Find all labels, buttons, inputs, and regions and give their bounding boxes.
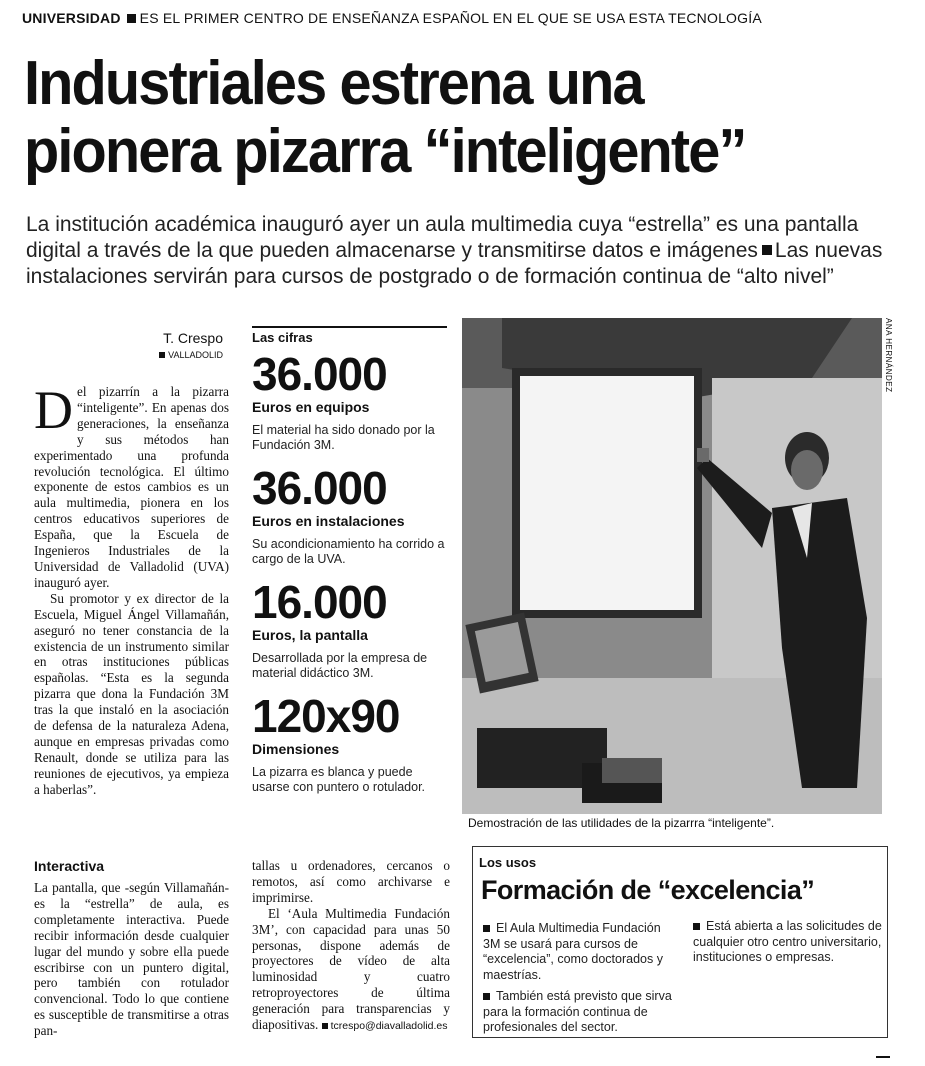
standfirst-part-1: La institución académica inauguró ayer un aula multimedia cuya “estrella” es una pantalla digital a través de la que pueden almacenarse y transmitirse datos e imágenes bbox=[26, 213, 859, 262]
figure-label: Euros, la pantalla bbox=[252, 627, 368, 643]
usos-box bbox=[472, 846, 888, 1038]
figure-item bbox=[252, 576, 447, 681]
standfirst-part-2: Las nuevas instalaciones servirán para cursos de postgrado o de formación continua de “alto nivel” bbox=[26, 239, 883, 288]
figure-label: Dimensiones bbox=[252, 741, 340, 757]
figure-description: Desarrollada por la empresa de material didáctico 3M. bbox=[252, 651, 428, 680]
square-bullet-icon bbox=[127, 14, 136, 23]
figure-label: Euros en instalaciones bbox=[252, 513, 405, 529]
square-bullet-icon bbox=[159, 352, 165, 358]
kicker bbox=[22, 10, 902, 26]
page-mark bbox=[876, 1056, 890, 1058]
square-bullet-icon bbox=[762, 245, 772, 255]
square-bullet-icon bbox=[483, 993, 490, 1000]
article-column-1 bbox=[34, 380, 229, 798]
author: T. Crespo bbox=[163, 330, 223, 346]
kicker-text: ES EL PRIMER CENTRO DE ENSEÑANZA ESPAÑOL EN EL QUE SE USA ESTA TECNOLOGÍA bbox=[139, 10, 762, 26]
standfirst bbox=[26, 212, 906, 290]
usos-bullet-3: Está abierta a las solicitudes de cualquier otro centro universitario, instituciones o empresas. bbox=[693, 919, 882, 964]
drop-cap: D bbox=[34, 380, 73, 440]
figure-number: 16.000 bbox=[252, 576, 387, 628]
figure-description: El material ha sido donado por la Fundación 3M. bbox=[252, 423, 435, 452]
figure-number: 36.000 bbox=[252, 348, 387, 400]
subheading: Interactiva bbox=[34, 858, 105, 874]
dateline bbox=[128, 350, 223, 360]
usos-column-2 bbox=[693, 919, 883, 972]
square-bullet-icon bbox=[322, 1023, 328, 1029]
figure-description: La pizarra es blanca y puede usarse con puntero o rotulador. bbox=[252, 765, 426, 794]
figure-number: 36.000 bbox=[252, 462, 387, 514]
headline-line-2: pionera pizarra “inteligente” bbox=[24, 117, 746, 186]
figure-item bbox=[252, 690, 447, 795]
figure-number: 120x90 bbox=[252, 690, 400, 742]
figure-label: Euros en equipos bbox=[252, 399, 370, 415]
usos-heading: Los usos bbox=[479, 855, 537, 870]
photo-credit: ANA HERNÁNDEZ bbox=[884, 318, 893, 393]
byline bbox=[128, 330, 223, 360]
figure-item bbox=[252, 462, 447, 567]
headline-line-1: Industriales estrena una bbox=[24, 49, 643, 118]
section-label: UNIVERSIDAD bbox=[22, 10, 121, 26]
paragraph-3-continued: tallas u ordenadores, cercanos o remotos, así como archivarse e imprimirse. bbox=[252, 858, 450, 905]
email bbox=[322, 1020, 448, 1032]
location: VALLADOLID bbox=[168, 350, 223, 360]
classroom-photo-illustration bbox=[462, 318, 882, 814]
cifras-box bbox=[252, 326, 447, 795]
paragraph-3: La pantalla, que -según Villamañán- es la “estrella” de aula, es completamente interactiva. Puede recibir información desde cualquier lugar del mundo y sobre ella puede escribirse con un puntero digital, pero también con rotulador convencional. Todo lo que contiene es susceptible de transmitirse a otras pan- bbox=[34, 880, 229, 1039]
usos-title: Formación de “excelencia” bbox=[481, 875, 815, 905]
paragraph-1: el pizarrín a la pizarra “inteligente”. En apenas dos generaciones, la enseñanza y sus métodos han experimentado una profunda revolución tecnológica. El último exponente de estos cambios es un aula multimedia, pionera en los centros educativos superiores de España, que la Escuela de Ingenieros Industriales de la Universidad de Valladolid (UVA) inauguró ayer. bbox=[34, 384, 229, 590]
square-bullet-icon bbox=[693, 923, 700, 930]
figure-description: Su acondicionamiento ha corrido a cargo de la UVA. bbox=[252, 537, 445, 566]
email-address: tcrespo@diavalladolid.es bbox=[330, 1020, 448, 1033]
cifras-heading: Las cifras bbox=[252, 326, 447, 345]
photo-caption: Demostración de las utilidades de la pizarrra “inteligente”. bbox=[468, 816, 775, 830]
usos-bullet-2: También está previsto que sirva para la formación continua de profesionales del sector. bbox=[483, 989, 672, 1034]
square-bullet-icon bbox=[483, 925, 490, 932]
news-photo bbox=[462, 318, 882, 814]
article-column-2 bbox=[252, 858, 450, 1035]
figure-item bbox=[252, 348, 447, 453]
article-column-1-bottom bbox=[34, 880, 229, 1039]
usos-bullet-1: El Aula Multimedia Fundación 3M se usará para cursos de “excelencia”, como doctorados y maestrías. bbox=[483, 921, 663, 982]
paragraph-2: Su promotor y ex director de la Escuela, Miguel Ángel Villamañán, aseguró no tener constancia de la existencia de un instrumento similar en otras instituciones públicas españolas. “Esta es la segunda pizarra que dona la Fundación 3M tras la que instaló en la asociación de defensa de la naturaleza Adena, aunque en empresas privadas como Renault, donde se utiliza para las reuniones de ejecutivos, ya empieza a haberlas”. bbox=[34, 590, 229, 797]
paragraph-4: El ‘Aula Multimedia Fundación 3M’, con capacidad para unas 50 personas, dispone además de proyectores de vídeo de alta luminosidad y cuatro retroproyectores de última generación para transparencias y diapositivas. bbox=[252, 905, 450, 1033]
headline bbox=[24, 50, 842, 186]
usos-column-1 bbox=[483, 921, 679, 1042]
